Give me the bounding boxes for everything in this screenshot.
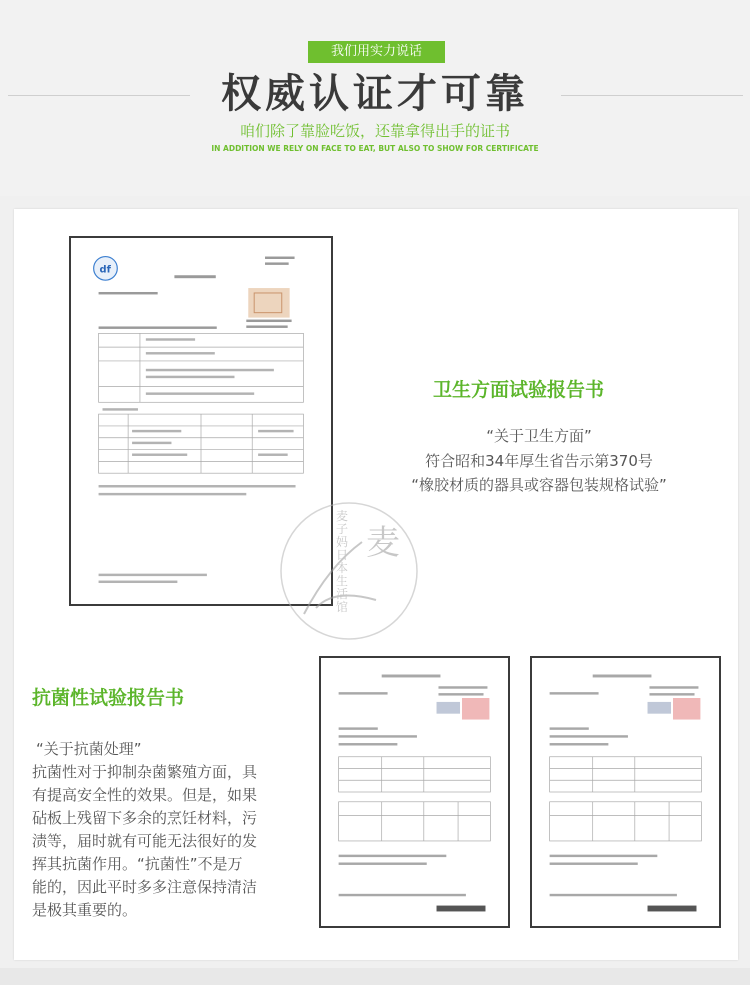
english-subtitle: IN ADDITION WE RELY ON FACE TO EAT, BUT ALSO TO SHOW FOR CERTIFICATE — [211, 144, 539, 153]
antibacterial-report-document-2 — [530, 656, 721, 928]
antibacterial-line-1: “关于抗菌处理” — [36, 740, 142, 758]
bottom-strip — [0, 968, 750, 985]
header-section — [0, 0, 750, 196]
antibacterial-report-document-1 — [319, 656, 510, 928]
antibacterial-line-7: 能的，因此平时多多注意保持清洁 — [32, 878, 258, 896]
watermark-seal — [274, 496, 424, 646]
hygiene-line-3: “橡胶材质的器具或容器包装规格试验” — [411, 476, 667, 494]
page-subtitle: 咱们除了靠脸吃饭，还靠拿得出手的证书 — [239, 122, 510, 140]
page-title: 权威认证才可靠 — [221, 71, 529, 117]
header-badge: 我们用实力说话 — [308, 41, 445, 63]
hygiene-line-1: “关于卫生方面” — [486, 427, 592, 445]
svg-text:df: df — [99, 264, 111, 276]
hygiene-line-2: 符合昭和34年厚生省告示第370号 — [425, 452, 653, 470]
certificate-panel — [14, 209, 738, 960]
antibacterial-line-8: 是极其重要的。 — [32, 901, 138, 919]
hygiene-report-title: 卫生方面试验报告书 — [433, 379, 605, 401]
watermark-text: 麦子妈日本生活馆 — [336, 509, 349, 614]
antibacterial-line-5: 渍等，届时就有可能无法很好的发 — [32, 832, 258, 850]
antibacterial-report-image-1 — [321, 658, 508, 926]
title-rule-left — [8, 95, 190, 96]
antibacterial-line-6: 挥其抗菌作用。“抗菌性”不是万 — [32, 855, 243, 873]
antibacterial-report-title: 抗菌性试验报告书 — [32, 687, 185, 709]
title-rule-right — [561, 95, 743, 96]
antibacterial-line-3: 有提高安全性的效果。但是，如果 — [32, 786, 258, 804]
watermark-glyph: 麦 — [366, 523, 400, 563]
antibacterial-report-image-2 — [532, 658, 719, 926]
antibacterial-line-4: 砧板上残留下多余的烹饪材料，污 — [32, 809, 258, 827]
antibacterial-line-2: 抗菌性对于抑制杂菌繁殖方面，具 — [32, 763, 258, 781]
